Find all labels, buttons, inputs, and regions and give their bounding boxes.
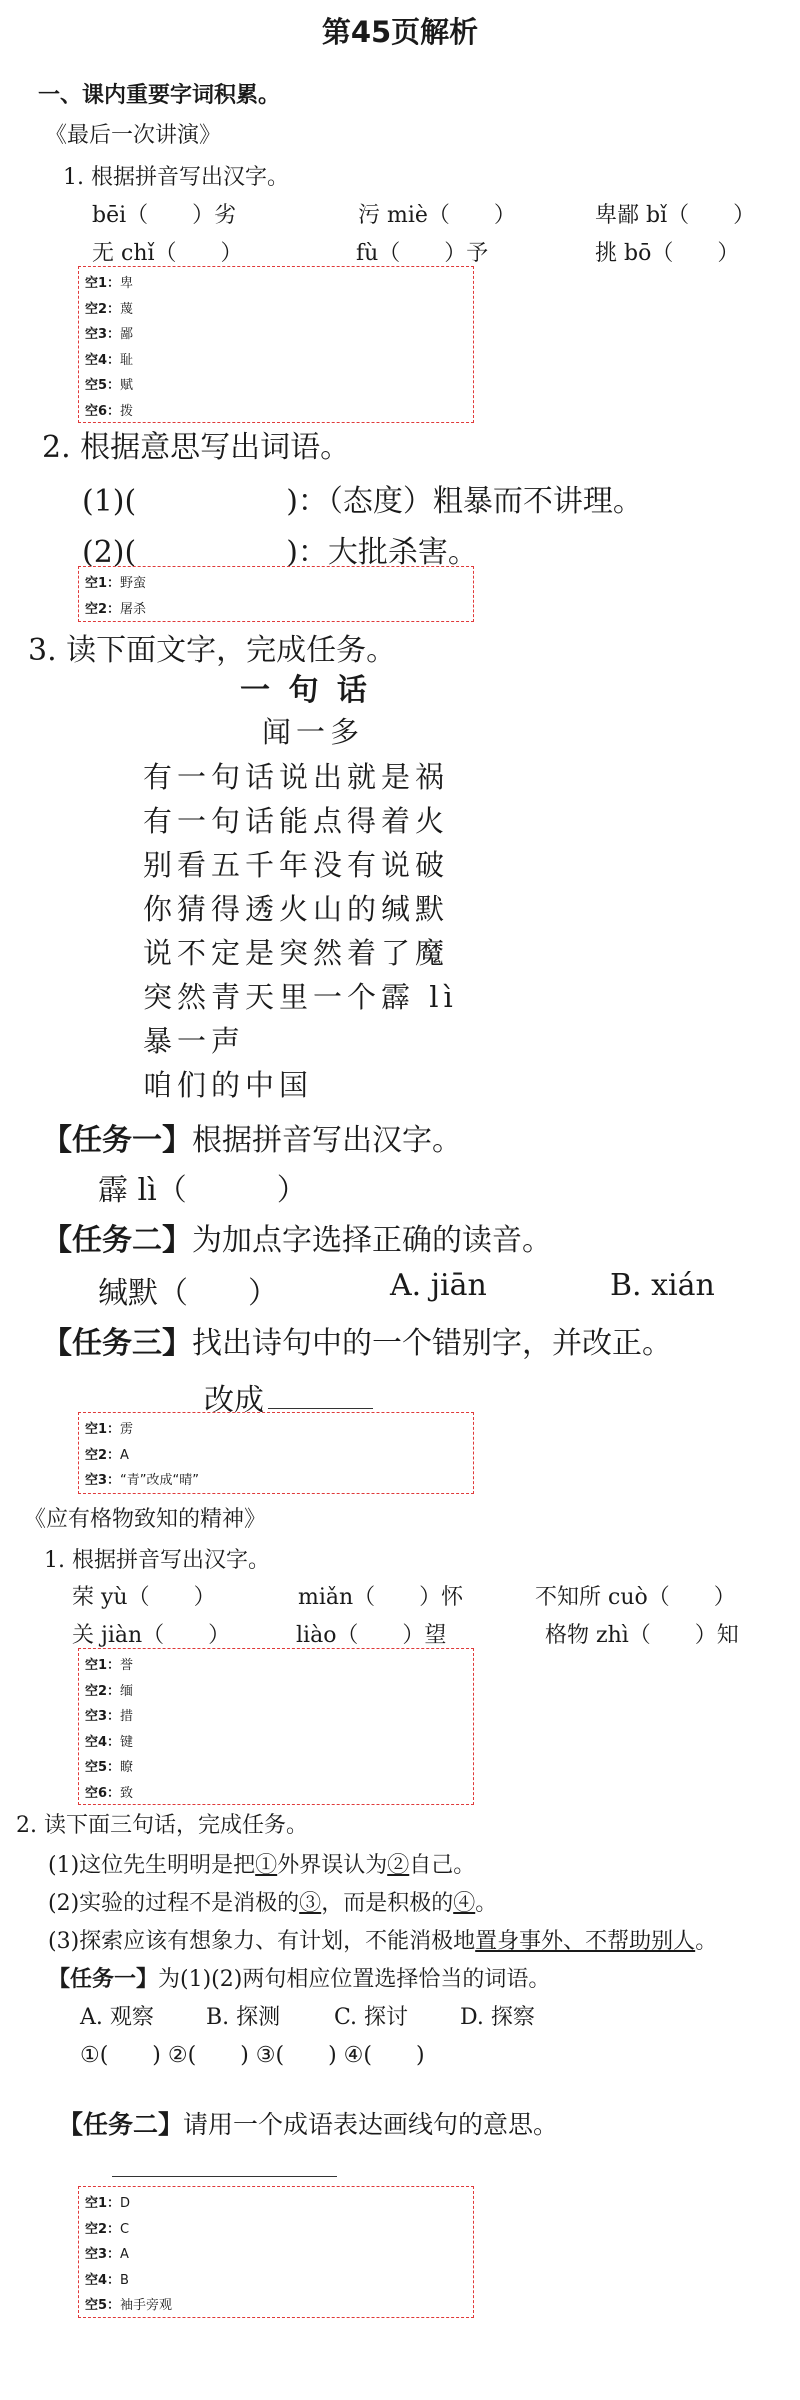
answer-key: 空3： xyxy=(85,1709,121,1724)
answer-value: 野蛮 xyxy=(120,576,147,591)
blank-marker: ④ xyxy=(453,1891,476,1916)
answer-value: 鄙 xyxy=(120,327,134,342)
task-text: 请用一个成语表达画线句的意思。 xyxy=(183,2110,559,2139)
task-label: 【任务一】 xyxy=(42,1123,192,1158)
answer-value: 键 xyxy=(120,1734,134,1750)
pinyin-item: 荣 yù（ ） xyxy=(72,1585,216,1610)
answer-row xyxy=(85,399,467,425)
answer-key: 空6： xyxy=(85,1785,121,1801)
sentence-text: ，而是积极的 xyxy=(321,1891,454,1916)
poem-author: 闻一多 xyxy=(262,715,365,749)
answer-row xyxy=(85,1679,467,1705)
option-b: B. xián xyxy=(610,1268,715,1303)
option-a: A. 观察 xyxy=(80,2005,154,2030)
answer-value: 耻 xyxy=(120,352,134,368)
poem-line: 有一句话能点得着火 xyxy=(143,804,450,838)
answer-value: 瞭 xyxy=(120,1760,134,1775)
poem-line: 有一句话说出就是祸 xyxy=(143,760,450,794)
task-two xyxy=(58,2105,558,2141)
answer-key: 空6： xyxy=(85,403,121,419)
answer-row xyxy=(85,1468,467,1494)
page-title: 第45页解析 xyxy=(321,15,479,49)
answer-key: 空1： xyxy=(85,1422,121,1437)
answer-underline xyxy=(112,2176,337,2177)
answer-key: 空4： xyxy=(85,1734,121,1750)
pinyin-item: 格物 zhì（ ）知 xyxy=(545,1623,739,1648)
answer-key: 空4： xyxy=(85,2272,121,2288)
answer-row xyxy=(85,348,467,374)
answer-row xyxy=(85,597,467,623)
answer-row xyxy=(85,1443,467,1469)
answer-value: 措 xyxy=(120,1709,134,1724)
answer-value: 蔑 xyxy=(120,301,134,317)
pinyin-item: 挑 bō（ ） xyxy=(595,241,740,266)
underlined-phrase: 置身事外、不帮助别人 xyxy=(475,1929,696,1954)
answer-value: 拨 xyxy=(120,403,134,419)
answer-value: 雳 xyxy=(120,1422,134,1437)
answer-row xyxy=(85,1730,467,1756)
answer-box xyxy=(78,266,474,423)
answer-value: 屠杀 xyxy=(120,601,147,617)
task-label: 【任务一】 xyxy=(48,1966,159,1992)
answer-row xyxy=(85,2217,467,2243)
pinyin-item: 卑鄙 bǐ（ ） xyxy=(595,203,756,228)
sentence-text: 。 xyxy=(475,1891,498,1916)
option-d: D. 探察 xyxy=(460,2005,535,2030)
answer-value: 袖手旁观 xyxy=(120,2298,173,2313)
poem-line: 咱们的中国 xyxy=(143,1068,314,1102)
answer-key: 空3： xyxy=(85,327,121,342)
poem-line: 暴一声 xyxy=(143,1024,246,1058)
answer-value: 致 xyxy=(120,1785,134,1801)
task-item: 霹 lì（ ） xyxy=(98,1173,307,1208)
answer-row xyxy=(85,2191,467,2217)
poem-line: 你猜得透火山的缄默 xyxy=(143,892,450,926)
task-one xyxy=(48,1962,550,1993)
task-item: 缄默（ ） xyxy=(98,1276,278,1311)
option-c: C. 探讨 xyxy=(334,2005,409,2030)
answer-key: 空2： xyxy=(85,301,121,317)
answer-key: 空2： xyxy=(85,1447,121,1463)
sentence-text: 自己。 xyxy=(409,1853,476,1878)
sentence-text: (3)探索应该有想象力、有计划，不能消极地 xyxy=(48,1929,476,1954)
answer-box xyxy=(78,1648,474,1805)
definition-line: (1)( )：（态度）粗暴而不讲理。 xyxy=(82,484,643,519)
sentence-text: (2)实验的过程不是消极的 xyxy=(48,1891,300,1916)
answer-blanks: ①( ) ②( ) ③( ) ④( ) xyxy=(80,2043,425,2068)
sentence-2 xyxy=(48,1886,497,1917)
answer-row xyxy=(85,1755,467,1781)
task-text: 为(1)(2)两句相应位置选择恰当的词语。 xyxy=(158,1967,551,1992)
answer-underline xyxy=(268,1408,373,1409)
pinyin-item: miǎn（ ）怀 xyxy=(298,1585,464,1610)
answer-value: A xyxy=(120,1447,129,1463)
answer-row xyxy=(85,322,467,348)
answer-value: A xyxy=(120,2247,129,2262)
answer-key: 空3： xyxy=(85,1473,121,1488)
answer-key: 空2： xyxy=(85,2221,121,2237)
answer-row xyxy=(85,297,467,323)
pinyin-item: fù（ ）予 xyxy=(356,241,489,266)
task-two xyxy=(42,1215,552,1259)
pinyin-item: 不知所 cuò（ ） xyxy=(535,1585,736,1610)
answer-row xyxy=(85,271,467,297)
answer-row xyxy=(85,1417,467,1443)
answer-value: 赋 xyxy=(120,378,134,393)
answer-key: 空5： xyxy=(85,378,121,393)
answer-value: 缅 xyxy=(120,1683,134,1699)
option-b: B. 探测 xyxy=(206,2005,281,2030)
pinyin-item: bēi（ ）劣 xyxy=(92,203,237,228)
sentence-3 xyxy=(48,1924,717,1955)
task-item: 改成 xyxy=(204,1383,264,1418)
question-stem: 2. 读下面三句话，完成任务。 xyxy=(16,1813,308,1838)
answer-key: 空1： xyxy=(85,276,121,291)
answer-box xyxy=(78,1412,474,1494)
sentence-text: 。 xyxy=(695,1929,718,1954)
answer-key: 空1： xyxy=(85,1658,121,1673)
answer-row xyxy=(85,571,467,597)
answer-value: 誉 xyxy=(120,1658,134,1673)
answer-row xyxy=(85,2293,467,2319)
lesson-title: 《最后一次讲演》 xyxy=(45,123,222,148)
blank-marker: ③ xyxy=(299,1891,322,1916)
blank-marker: ① xyxy=(255,1853,278,1878)
answer-row xyxy=(85,1653,467,1679)
answer-box xyxy=(78,566,474,622)
answer-row xyxy=(85,1781,467,1807)
answer-key: 空5： xyxy=(85,2298,121,2313)
answer-key: 空1： xyxy=(85,2196,121,2211)
question-stem: 1. 根据拼音写出汉字。 xyxy=(44,1548,270,1573)
option-a: A. jiān xyxy=(390,1268,487,1303)
pinyin-item: 污 miè（ ） xyxy=(358,203,516,228)
answer-value: 卑 xyxy=(120,276,134,291)
answer-key: 空3： xyxy=(85,2247,121,2262)
question-stem: 1. 根据拼音写出汉字。 xyxy=(63,165,289,190)
answer-key: 空4： xyxy=(85,352,121,368)
poem-line: 说不定是突然着了魔 xyxy=(143,936,450,970)
lesson-title: 《应有格物致知的精神》 xyxy=(24,1507,267,1532)
sentence-text: 外界误认为 xyxy=(277,1853,388,1878)
task-text: 为加点字选择正确的读音。 xyxy=(192,1223,552,1258)
task-text: 根据拼音写出汉字。 xyxy=(192,1123,462,1158)
answer-key: 空1： xyxy=(85,576,121,591)
task-label: 【任务二】 xyxy=(58,2110,184,2139)
pinyin-item: 关 jiàn（ ） xyxy=(72,1623,231,1648)
answer-key: 空2： xyxy=(85,601,121,617)
task-label: 【任务二】 xyxy=(42,1223,192,1258)
section-heading: 一、课内重要字词积累。 xyxy=(38,83,281,108)
answer-key: 空5： xyxy=(85,1760,121,1775)
answer-row xyxy=(85,2242,467,2268)
task-one xyxy=(42,1115,462,1159)
answer-key: 空2： xyxy=(85,1683,121,1699)
pinyin-item: 无 chǐ（ ） xyxy=(92,241,243,266)
task-label: 【任务三】 xyxy=(42,1326,192,1361)
answer-row xyxy=(85,1704,467,1730)
answer-box xyxy=(78,2186,474,2318)
task-three xyxy=(42,1318,672,1362)
answer-value: “青”改成“晴” xyxy=(120,1473,199,1488)
definition-line: (2)( )：大批杀害。 xyxy=(82,535,478,570)
sentence-1 xyxy=(48,1848,475,1879)
poem-line: 别看五千年没有说破 xyxy=(143,848,450,882)
answer-value: D xyxy=(120,2196,131,2211)
answer-row xyxy=(85,2268,467,2294)
blank-marker: ② xyxy=(387,1853,410,1878)
question-stem: 2. 根据意思写出词语。 xyxy=(42,430,351,465)
answer-value: B xyxy=(120,2272,129,2288)
task-text: 找出诗句中的一个错别字，并改正。 xyxy=(192,1326,672,1361)
poem-title: 一 句 话 xyxy=(240,673,371,708)
pinyin-item: liào（ ）望 xyxy=(296,1623,447,1648)
answer-row xyxy=(85,373,467,399)
sentence-text: (1)这位先生明明是把 xyxy=(48,1853,256,1878)
poem-line: 突然青天里一个霹 lì xyxy=(143,980,458,1014)
answer-value: C xyxy=(120,2221,130,2237)
question-stem: 3. 读下面文字，完成任务。 xyxy=(28,633,397,668)
